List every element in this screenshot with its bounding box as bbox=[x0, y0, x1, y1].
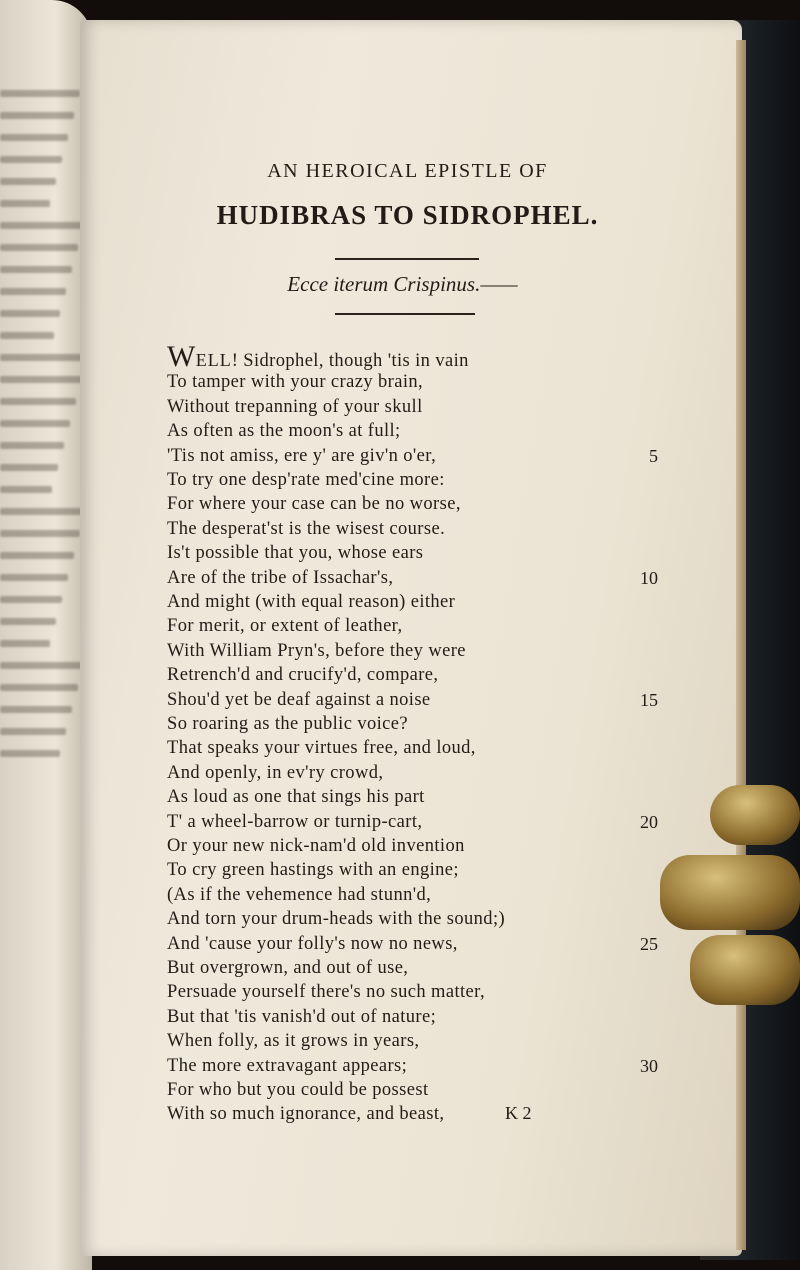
poem-line: Or your new nick-nam'd old invention bbox=[167, 836, 465, 856]
poem-line: For who but you could be possest bbox=[167, 1080, 429, 1100]
poem-line: That speaks your virtues free, and loud, bbox=[167, 738, 476, 759]
line-number: 30 bbox=[640, 1055, 658, 1076]
poem-line: So roaring as the public voice? bbox=[167, 714, 409, 734]
poem-line: As often as the moon's at full; bbox=[167, 421, 401, 442]
poem-line: Shou'd yet be deaf against a noise bbox=[167, 689, 431, 710]
epistle-subtitle: AN HEROICAL EPISTLE OF bbox=[267, 160, 548, 182]
brass-clasp bbox=[660, 785, 800, 1010]
line-number: 20 bbox=[640, 811, 658, 832]
poem-line: With so much ignorance, and beast, bbox=[167, 1104, 445, 1125]
facing-page-text-line bbox=[0, 244, 78, 251]
facing-page-text-line bbox=[0, 574, 68, 581]
facing-page-text-line bbox=[0, 90, 80, 97]
facing-page-text-line bbox=[0, 486, 52, 493]
poem-line: And openly, in ev'ry crowd, bbox=[167, 762, 384, 783]
facing-page-text-line bbox=[0, 398, 76, 405]
poem-line: To try one desp'rate med'cine more: bbox=[167, 470, 445, 490]
facing-page-text-line bbox=[0, 442, 64, 449]
line-text: ! Sidrophel, though 'tis in vain bbox=[231, 351, 469, 371]
poem-line: 'Tis not amiss, ere y' are giv'n o'er, bbox=[167, 445, 437, 466]
facing-page-text-line bbox=[0, 310, 60, 317]
facing-page-text-line bbox=[0, 530, 80, 537]
facing-page-text-line bbox=[0, 596, 62, 603]
poem-line: When folly, as it grows in years, bbox=[167, 1031, 420, 1052]
facing-page bbox=[0, 0, 92, 1270]
line-number: 15 bbox=[640, 689, 658, 710]
poem-line: Is't possible that you, whose ears bbox=[167, 543, 424, 564]
facing-page-text-line bbox=[0, 354, 88, 361]
poem-line: For where your case can be no worse, bbox=[167, 494, 461, 515]
facing-page-text-line bbox=[0, 552, 74, 559]
facing-page-text-line bbox=[0, 618, 56, 625]
facing-page-text-line bbox=[0, 750, 60, 757]
facing-page-text-line bbox=[0, 134, 68, 141]
poem-line: And 'cause your folly's now no news, bbox=[167, 933, 458, 954]
divider-rule bbox=[335, 313, 475, 315]
poem-line: With William Pryn's, before they were bbox=[167, 640, 466, 661]
poem-line: As loud as one that sings his part bbox=[167, 787, 425, 808]
poem-line: The desperat'st is the wisest course. bbox=[167, 518, 446, 539]
facing-page-text-line bbox=[0, 376, 82, 383]
facing-page-text-line bbox=[0, 684, 78, 691]
poem-line: Persuade yourself there's no such matter, bbox=[167, 982, 485, 1003]
facing-page-text-line bbox=[0, 640, 50, 647]
epigraph: Ecce iterum Crispinus.—— bbox=[287, 272, 518, 296]
facing-page-text-line bbox=[0, 662, 84, 669]
divider-rule bbox=[335, 258, 479, 260]
line-number: 5 bbox=[649, 445, 658, 466]
poem-line: But that 'tis vanish'd out of nature; bbox=[167, 1006, 437, 1027]
small-caps: ELL bbox=[195, 350, 232, 370]
poem-line: And might (with equal reason) either bbox=[167, 592, 456, 612]
facing-page-text-line bbox=[0, 420, 70, 427]
poem-line: The more extravagant appears; bbox=[167, 1055, 408, 1076]
poem-line: But overgrown, and out of use, bbox=[167, 958, 409, 978]
poem-line: And torn your drum-heads with the sound;) bbox=[167, 909, 506, 930]
signature-mark: K 2 bbox=[505, 1103, 532, 1123]
poem-line: Without trepanning of your skull bbox=[167, 396, 423, 417]
line-number: 10 bbox=[640, 567, 658, 588]
facing-page-text-line bbox=[0, 464, 58, 471]
line-number: 25 bbox=[640, 933, 658, 954]
facing-page-text-line bbox=[0, 112, 74, 119]
facing-page-text-line bbox=[0, 332, 54, 339]
poem-line: Retrench'd and crucify'd, compare, bbox=[167, 665, 439, 686]
poem-line: (As if the vehemence had stunn'd, bbox=[167, 884, 432, 905]
poem-line: For merit, or extent of leather, bbox=[167, 616, 403, 637]
facing-page-text-line bbox=[0, 728, 66, 735]
drop-initial: W bbox=[167, 340, 196, 373]
poem-line: Are of the tribe of Issachar's, bbox=[167, 567, 394, 588]
facing-page-text-line bbox=[0, 706, 72, 713]
facing-page-text-line bbox=[0, 508, 86, 515]
poem-line-1 bbox=[167, 340, 469, 374]
poem-line: T' a wheel-barrow or turnip-cart, bbox=[167, 811, 423, 832]
poem-line: To cry green hastings with an engine; bbox=[167, 860, 459, 881]
epistle-title: HUDIBRAS TO SIDROPHEL. bbox=[216, 200, 599, 230]
poem-line: To tamper with your crazy brain, bbox=[167, 372, 424, 393]
